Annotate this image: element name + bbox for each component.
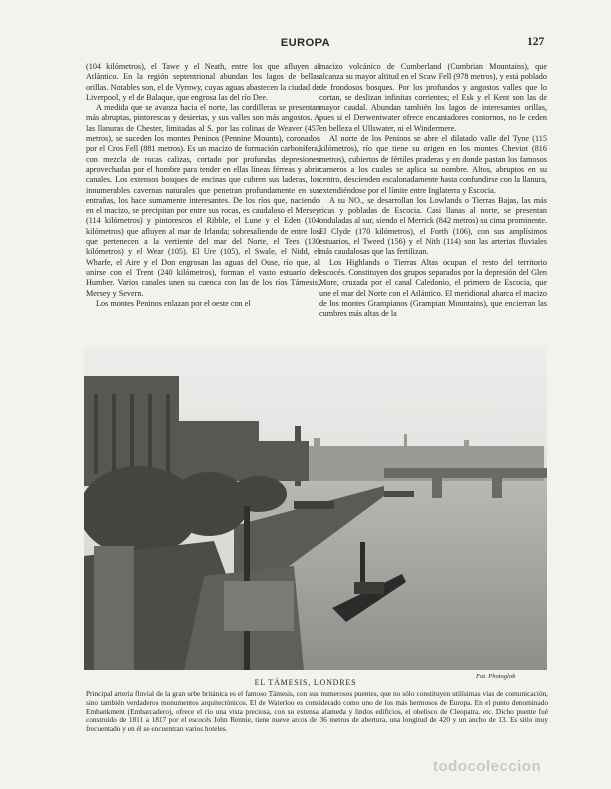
paragraph: macizo volcánico de Cumberland (Cumbrian Mountains), que alcanza su mayor altitud en el Scaw Fell (978 metros), y está poblado de frondosos bosques. Por los profundos y angostos valles que lo cortan, se deslizan infinitas corrientes; el Esk y el Kent son las de mayor caudal. Abundan también los lagos de interesantes orillas, pues si el Derwentwater ofrece encantadores contornos, no le ceden en belleza el Ullswater, ni el Windermere. xyxy=(319,62,547,133)
paragraph: Al norte de los Peninos se abre el dilatado valle del Tyne (115 kilómetros), río que tiene su origen en los montes Cheviot (816 metros), cubiertos de fértiles praderas y en donde pastan los famosos carneros a los cuales se aplica su nombre. Altos, abruptos en su centro, descienden escalonadamente hasta confundirse con la llanura, extendiéndose por el límite entre Inglaterra y Escocia. xyxy=(319,134,547,195)
figure-caption-text: Principal arteria fluvial de la gran urbe británica es el famoso Támesis, con sus numerosos puentes, que no sólo constituyen utilísimas vías de comunicación, sino también verdaderos monumentos arquitectónicos. El de Waterloo es considerado como uno de los más hermosos de Europa. En el punto denominado Embankment (Embarcadero), ofrece el río una vista preciosa, con su extensa alameda y lindos edificios, el obelisco de Cleopatra, etc. Dicho puente fué construído de 1811 a 1817 por el escocés John Rennie, tiene nueve arcos de 36 metros de abertura, una longitud de 420 y un ancho de 13. Es sitio muy frecuentado y en él se encuentran varios hoteles. xyxy=(86,689,548,734)
running-title: EUROPA xyxy=(280,37,331,49)
figure-caption-title: EL TÁMESIS, LONDRES xyxy=(254,678,357,687)
paragraph: Los montes Peninos enlazan por el oeste con el xyxy=(96,298,251,308)
paragraph: (104 kilómetros), el Tawe y el Neath, entre los que afluyen al Atlántico. En la región septentrional abundan los lagos de bellas orillas. Notables son, el de Vyrnwy, cuyas aguas abastecen la ciudad de Liverpool, y el de Balaque, que engrosa las del río Dee. xyxy=(86,62,320,102)
thames-photograph xyxy=(84,346,547,670)
photo-illustration xyxy=(84,346,547,670)
paragraph: A medida que se avanza hacia el norte, las cordilleras se presentan más abruptas, pintorescas y desiertas, y sus valles son más angostos. A las llanuras de Chester, limitadas al S. por las colinas de Weaver (457 metros), se suceden los montes Peninos (Pennine Mounts), coronados por el Cros Fell (881 metros). Es un macizo de formación carbonífera, con mezcla de rocas calizas, cortado por profundas depresiones aprovechadas por el hombre para tender en ellas líneas férreas y abrir canales. Los extensos bosques de encinas que cubren sus laderas, los innumerables cavernas naturales que penetran profundamente en sus entrañas, los hace sumamente interesantes. De los ríos que, naciendo en el macizo, se precipitan por entre sus rocas, es caudaloso el Mersey (114 kilómetros) y pintorescos el Ribble, el Lune y el Eden (104 kilómetros) que afluyen al mar de Irlanda; sobresaliendo de entre los que pertenecen a la vertiente del mar del Norte, el Tees (130 kilómetros) y el Wear (105). El Ure (105), el Swale, el Nidd, el Wharfe, el Aire y el Don engrosan las aguas del Ouse, río que, al unirse con el Trent (240 kilómetros), forman el vasto estuario del Humber. Varios canales unen su cuenca con las de los ríos Támesis, Mersey y Severn. xyxy=(86,103,320,298)
paragraph: Los Highlands o Tierras Altas ocupan el resto del territorio escocés. Constituyen dos grupos separados por la depresión del Glen More, cruzada por el canal Caledonio, el primero de Escocia, que une el mar del Norte con el Atlántico. El meridional abarca el macizo de los montes Grampianos (Grampian Mountains), que encierran las cumbres más altas de la xyxy=(319,257,547,319)
watermark-logo: todocoleccion xyxy=(433,758,542,775)
page-number: 127 xyxy=(527,36,545,48)
right-text-column xyxy=(319,62,547,319)
photo-credit: Fot. Photoglob xyxy=(476,673,516,680)
paragraph: A su NO., se desarrollan los Lowlands o Tierras Bajas, las más ricas y pobladas de Escocia. Casi llanas al norte, se presentan onduladas al sur, siendo el Merrick (842 metros) su cima prominente. El Clyde (170 kilómetros), el Forth (106), con sus amplísimos estuarios, el Tweed (156) y el Nith (114) son las arterias fluviales más caudalosas que las fertilizan. xyxy=(319,195,547,257)
left-text-column xyxy=(86,62,320,309)
